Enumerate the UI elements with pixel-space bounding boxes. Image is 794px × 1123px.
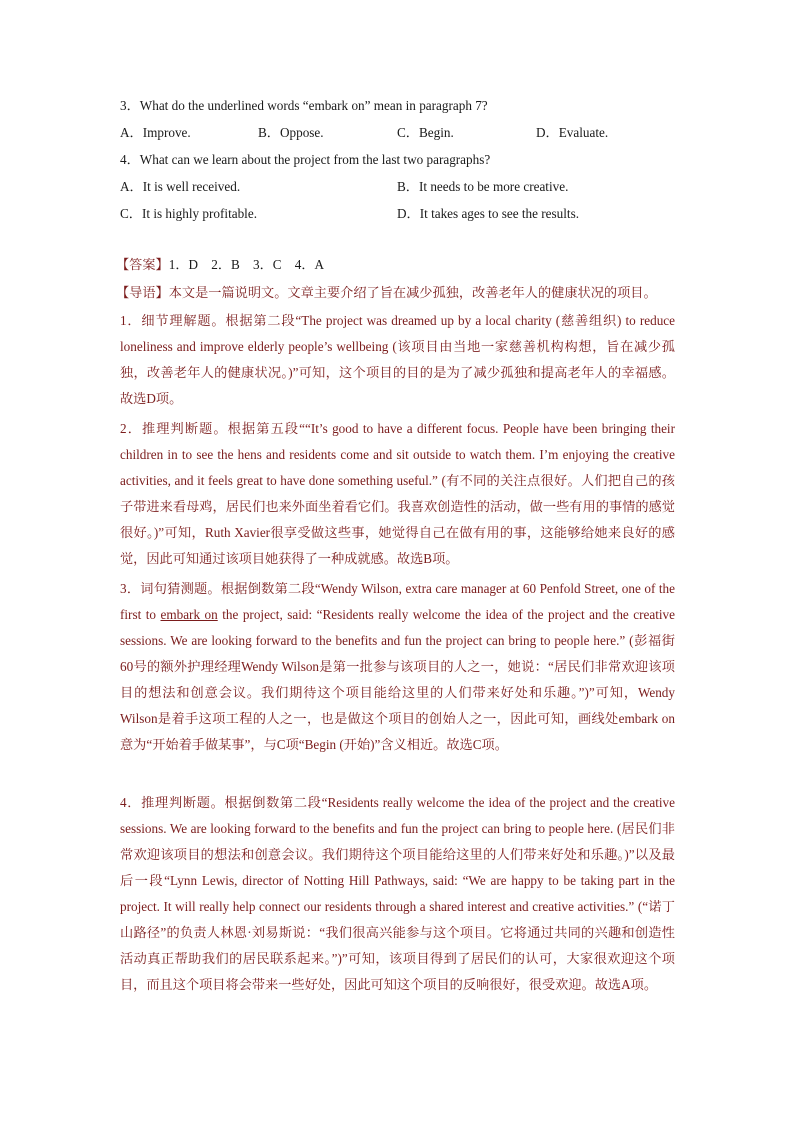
guide-text: 本文是一篇说明文。文章主要介绍了旨在减少孤独，改善老年人的健康状况的项目。 (168, 285, 657, 300)
question-3-stem: 3．What do the underlined words “embark on” mean in paragraph 7? (120, 98, 488, 113)
question-4-option-c: C．It is highly profitable. (120, 206, 257, 221)
answer-line (116, 256, 324, 274)
explanation-3-before: 3．词句猜测题。根据倒数第二段“Wendy Wilson, extra care manager at 60 Penfold Street, one of the first to (120, 581, 675, 622)
answer-label: 【答案】 (116, 257, 169, 272)
underlined-phrase: embark on (160, 607, 218, 622)
guide-line (116, 284, 657, 302)
explanation-4: 4．推理判断题。根据倒数第二段“Residents really welcome the idea of the project and the creative sessions. We are looking forward to the benefits and fun the project can bring to people here. (居民们非常欢迎该项目的想法和创意会议。我们期待这个项目能给这里的人们带来好处和乐趣。)”以及最后一段“Lynn Lewis, director of Notting Hill Pathways, said: “We are happy to be taking part in the project. It will really help connect our residents through a shared interest and creative activities.” (“诺丁山路径”的负责人林恩·刘易斯说：“我们很高兴能参与这个项目。它将通过共同的兴趣和创造性活动真正帮助我们的居民联系起来。”)”可知，该项目得到了居民们的认可，大家很欢迎这个项目，而且这个项目将会带来一些好处，因此可知这个项目的反响很好，很受欢迎。故选A项。 (120, 795, 675, 992)
question-3-option-a: A．Improve. (120, 125, 191, 140)
question-4-option-a: A．It is well received. (120, 179, 241, 194)
question-4-stem: 4．What can we learn about the project from the last two paragraphs? (120, 152, 491, 167)
explanation-2: 2．推理判断题。根据第五段““It’s good to have a different focus. People have been bringing their children in to see the hens and residents come and sit outside to watch them. I’m enjoying the creative activities, and it feels great to have done something useful.” (有不同的关注点很好。人们把自己的孩子带进来看母鸡，居民们也来外面坐着看它们。我喜欢创造性的活动，做一些有用的事情的感觉很好。)”可知，Ruth Xavier很享受做这些事，她觉得自己在做有用的事，这能够给她来良好的感觉，因此可知通过该项目她获得了一种成就感。故选B项。 (120, 421, 675, 566)
question-3-option-c: C．Begin. (397, 125, 454, 140)
explanation-3-after: the project, said: “Residents really welcome the idea of the project and the creative sessions. We are looking forward to the benefits and fun the project can bring to people here.” (彭福街60号的额外护理经理Wendy Wilson是第一批参与该项目的人之一，她说：“居民们非常欢迎该项目的想法和创意会议。我们期待这个项目能给这里的人们带来好处和乐趣。”)”可知，Wendy Wilson是着手这项工程的人之一，也是做这个项目的创始人之一，因此可知，画线处embark on意为“开始着手做某事”，与C项“Begin (开始)”含义相近。故选C项。 (120, 607, 676, 752)
question-4-option-d: D．It takes ages to see the results. (397, 206, 580, 221)
explanation-1: 1．细节理解题。根据第二段“The project was dreamed up by a local charity (慈善组织) to reduce loneliness and improve elderly people’s wellbeing (该项目由当地一家慈善机构构想，旨在减少孤独，改善老年人的健康状况。)”可知，这个项目的目的是为了减少孤独和提高老年人的幸福感。故选D项。 (120, 313, 675, 406)
question-3-option-b: B．Oppose. (258, 125, 324, 140)
question-3-option-d: D．Evaluate. (536, 125, 609, 140)
explanation-3 (120, 576, 675, 758)
question-4-option-b: B．It needs to be more creative. (397, 179, 569, 194)
guide-label: 【导语】 (116, 285, 169, 300)
answer-text: 1．D 2．B 3．C 4．A (168, 257, 325, 272)
